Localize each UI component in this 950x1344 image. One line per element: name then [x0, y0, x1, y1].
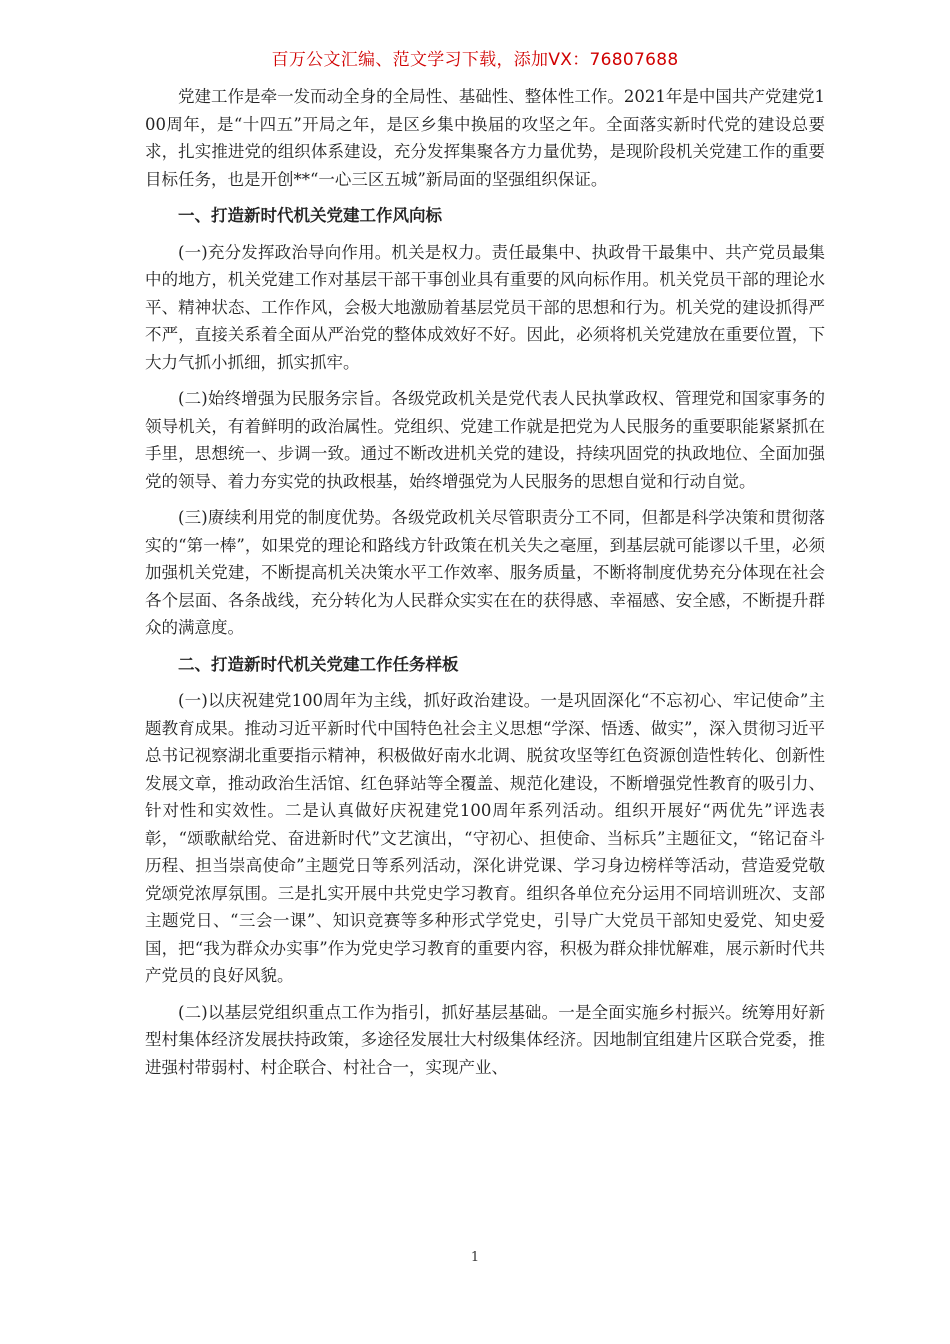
section-1-heading: 一、打造新时代机关党建工作风向标: [178, 206, 442, 225]
section-1-paragraph-1: (一)充分发挥政治导向作用。机关是权力。责任最集中、执政骨干最集中、共产党员最集中的地方，机关党建工作对基层干部干事创业具有重要的风向标作用。机关党员干部的理论水平、精神状态、工作作风，会极大地激励着基层党员干部的思想和行为。机关党的建设抓得严不严，直接关系着全面从严治党的整体成效好不好。因此，必须将机关党建放在重要位置，下大力气抓小抓细，抓实抓牢。: [145, 242, 825, 372]
header-banner: 百万公文汇编、范文学习下载，添加VX：76807688: [271, 50, 679, 70]
section-2-paragraph-2: (二)以基层党组织重点工作为指引，抓好基层基础。一是全面实施乡村振兴。统筹用好新型村集体经济发展扶持政策，多途径发展壮大村级集体经济。因地制宜组建片区联合党委，推进强村带弱村、村企联合、村社合一，实现产业、: [145, 1002, 825, 1077]
section-1-paragraph-2: (二)始终增强为民服务宗旨。各级党政机关是党代表人民执掌政权、管理党和国家事务的领导机关，有着鲜明的政治属性。党组织、党建工作就是把党为人民服务的重要职能紧紧抓在手里，思想统一、步调一致。通过不断改进机关党的建设，持续巩固党的执政地位、全面加强党的领导、着力夯实党的执政根基，始终增强党为人民服务的思想自觉和行动自觉。: [145, 389, 825, 491]
section-2-heading: 二、打造新时代机关党建工作任务样板: [178, 654, 459, 674]
page-number: 1: [470, 1250, 480, 1265]
intro-paragraph: 党建工作是牵一发而动全身的全局性、基础性、整体性工作。2021年是中国共产党建党100周年，是“十四五”开局之年，是区乡集中换届的攻坚之年。全面落实新时代党的建设总要求，扎实推进党的组织体系建设，充分发挥集聚各方力量优势，是现阶段机关党建工作的重要目标任务，也是开创**“一心三区五城”新局面的坚强组织保证。: [145, 87, 825, 189]
section-2-paragraph-1: (一)以庆祝建党100周年为主线，抓好政治建设。一是巩固深化“不忘初心、牢记使命”主题教育成果。推动习近平新时代中国特色社会主义思想“学深、悟透、做实”，深入贯彻习近平总书记视察湖北重要指示精神，积极做好南水北调、脱贫攻坚等红色资源创造性转化、创新性发展文章，推动政治生活馆、红色驿站等全覆盖、规范化建设，不断增强党性教育的吸引力、针对性和实效性。二是认真做好庆祝建党100周年系列活动。组织开展好“两优先”评选表彰，“颂歌献给党、奋进新时代”文艺演出，“守初心、担使命、当标兵”主题征文，“铭记奋斗历程、担当崇高使命”主题党日等系列活动，深化讲党课、学习身边榜样等活动，营造爱党敬党颂党浓厚氛围。三是扎实开展中共党史学习教育。组织各单位充分运用不同培训班次、支部主题党日、“三会一课”、知识竞赛等多种形式学党史，引导广大党员干部知史爱党、知史爱国，把“我为群众办实事”作为党史学习教育的重要内容，积极为群众排忧解难，展示新时代共产党员的良好风貌。: [145, 691, 825, 985]
document-body: [145, 83, 825, 1090]
section-1-paragraph-3: (三)赓续利用党的制度优势。各级党政机关尽管职责分工不同，但都是科学决策和贯彻落实的“第一棒”，如果党的理论和路线方针政策在机关失之毫厘，到基层就可能谬以千里，必须加强机关党建，不断提高机关决策水平工作效率、服务质量，不断将制度优势充分体现在社会各个层面、各条战线，充分转化为人民群众实实在在的获得感、幸福感、安全感，不断提升群众的满意度。: [145, 508, 825, 637]
